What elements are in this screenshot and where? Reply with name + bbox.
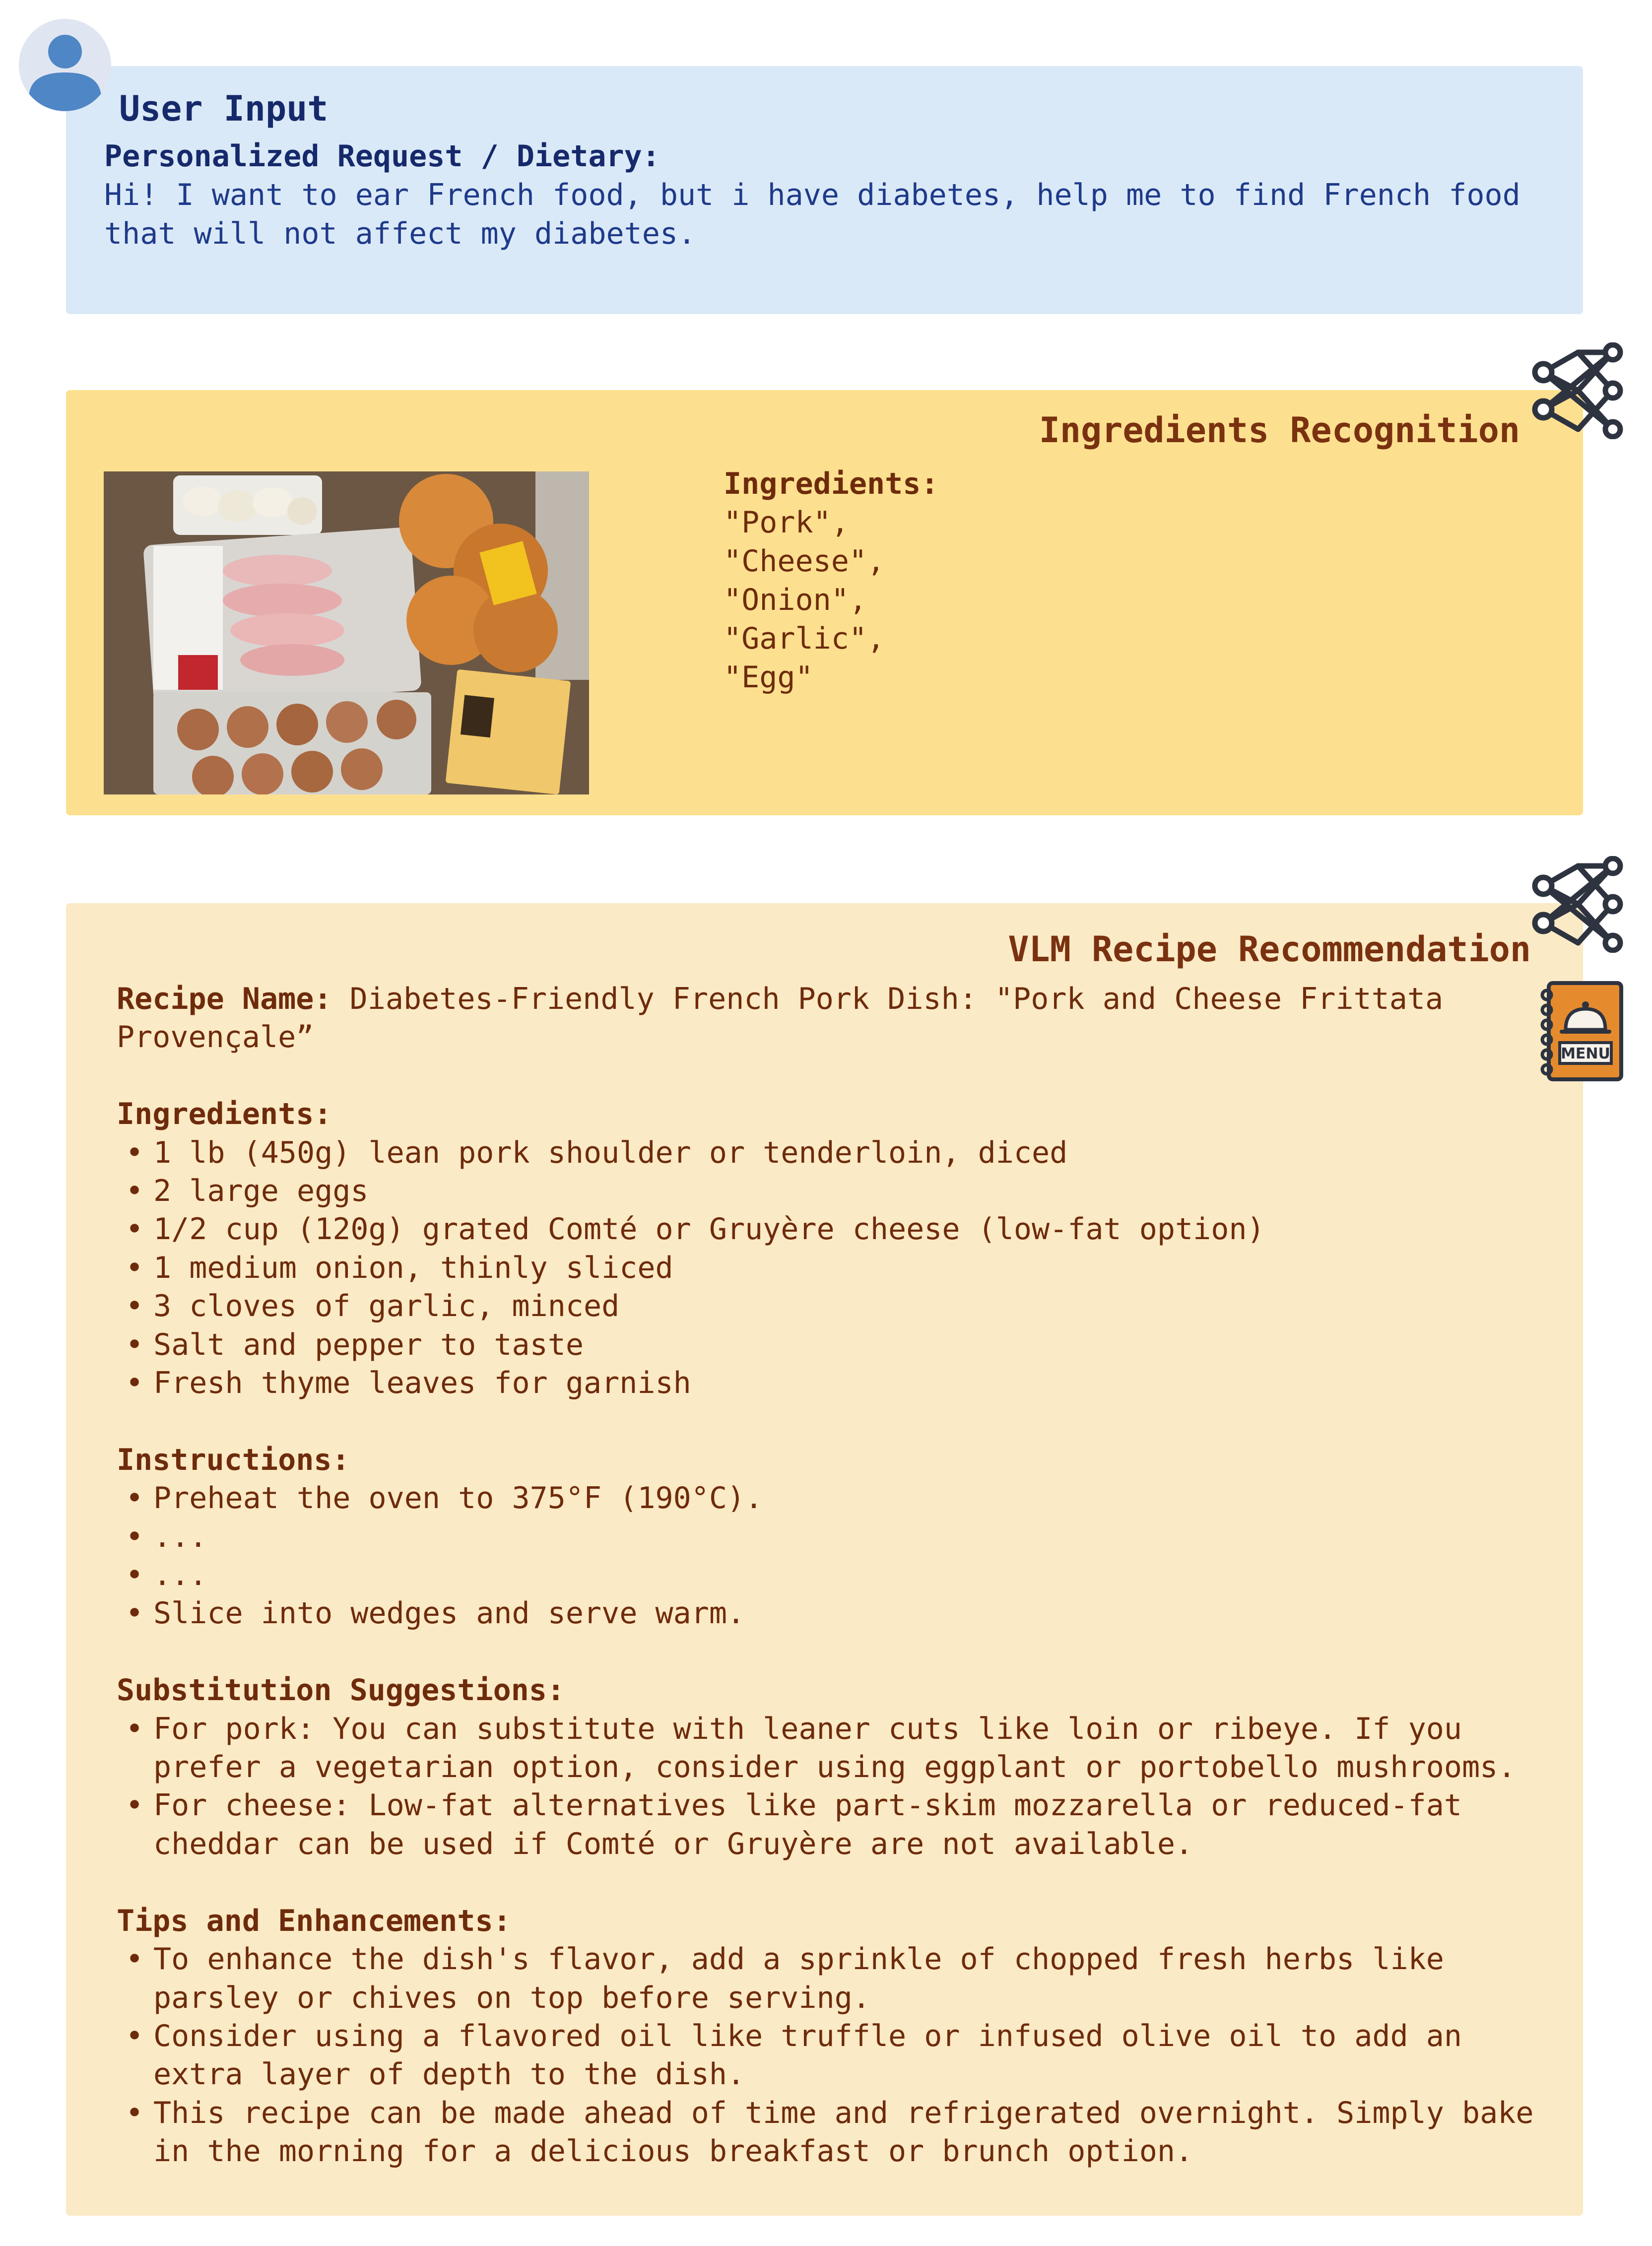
ingredient-item: • Salt and pepper to taste (117, 1326, 1556, 1364)
tip-item: • Consider using a flavored oil like truffle or infused olive oil to add an extra layer of depth to the dish. (117, 2017, 1556, 2094)
ingredient-item: • Fresh thyme leaves for garnish (117, 1364, 1556, 1402)
user-avatar-icon (19, 19, 111, 111)
user-input-panel (66, 66, 1583, 314)
recognized-ingredient: "Pork", (724, 505, 849, 540)
ingredient-item: • 3 cloves of garlic, minced (117, 1287, 1556, 1325)
instructions-section (117, 1441, 1556, 1633)
instructions-label: Instructions: (117, 1442, 350, 1477)
substitution-item: • For pork: You can substitute with leaner cuts like loin or ribeye. If you prefer a vegetarian option, consider using eggplant or portobello mushrooms. (117, 1710, 1556, 1787)
tips-section (117, 1902, 1556, 2171)
substitutions-label: Substitution Suggestions: (117, 1673, 565, 1708)
ingredient-item: • 1 medium onion, thinly sliced (117, 1249, 1556, 1287)
instruction-item: • Preheat the oven to 375°F (190°C). (117, 1479, 1556, 1518)
ingredients-photo (104, 471, 589, 794)
ingredients-recognition-panel (66, 390, 1583, 815)
request-text: Hi! I want to ear French food, but i have diabetes, help me to find French food that will not affect my diabetes. (104, 178, 1520, 251)
menu-icon-label: MENU (1561, 1045, 1610, 1062)
user-request (104, 137, 1573, 253)
recipe-recommendation-panel (66, 903, 1583, 2216)
recipe-name: Diabetes-Friendly French Pork Dish: "Pork and Cheese Frittata Provençale” (117, 982, 1444, 1055)
neural-network-icon (1528, 342, 1628, 439)
ingredient-item: • 2 large eggs (117, 1172, 1556, 1210)
recipe-name-label: Recipe Name: (117, 982, 332, 1016)
ingredient-item: • 1 lb (450g) lean pork shoulder or tenderloin, diced (117, 1134, 1556, 1172)
recognized-ingredient: "Egg" (724, 660, 813, 695)
substitution-item: • For cheese: Low-fat alternatives like part-skim mozzarella or reduced-fat cheddar can be used if Comté or Gruyère are not available. (117, 1786, 1556, 1863)
user-input-title: User Input (119, 88, 329, 129)
recognized-ingredients-label: Ingredients: (724, 466, 939, 501)
ingredients-label: Ingredients: (117, 1097, 332, 1132)
recipe-name-section (117, 980, 1556, 1057)
neural-network-icon (1528, 856, 1628, 953)
recipe-body (117, 980, 1556, 2171)
recipe-recommendation-title: VLM Recipe Recommendation (1008, 929, 1531, 970)
instruction-item: • ... (117, 1556, 1556, 1594)
substitutions-section (117, 1671, 1556, 1863)
ingredients-recognition-title: Ingredients Recognition (1039, 410, 1520, 451)
tip-item: • This recipe can be made ahead of time and refrigerated overnight. Simply bake in the morning for a delicious breakfast or brunch option. (117, 2094, 1556, 2171)
recognized-ingredient: "Garlic", (724, 621, 885, 656)
recognized-ingredient: "Cheese", (724, 544, 885, 579)
menu-book-icon (1540, 980, 1624, 1082)
request-label: Personalized Request / Dietary: (104, 139, 660, 174)
tip-item: • To enhance the dish's flavor, add a sprinkle of chopped fresh herbs like parsley or chives on top before serving. (117, 1940, 1556, 2017)
recognized-ingredients (724, 464, 938, 697)
instruction-item: • ... (117, 1518, 1556, 1556)
ingredients-section (117, 1095, 1556, 1402)
ingredient-item: • 1/2 cup (120g) grated Comté or Gruyère cheese (low-fat option) (117, 1210, 1556, 1249)
tips-label: Tips and Enhancements: (117, 1903, 511, 1938)
recognized-ingredient: "Onion", (724, 583, 867, 617)
instruction-item: • Slice into wedges and serve warm. (117, 1594, 1556, 1633)
